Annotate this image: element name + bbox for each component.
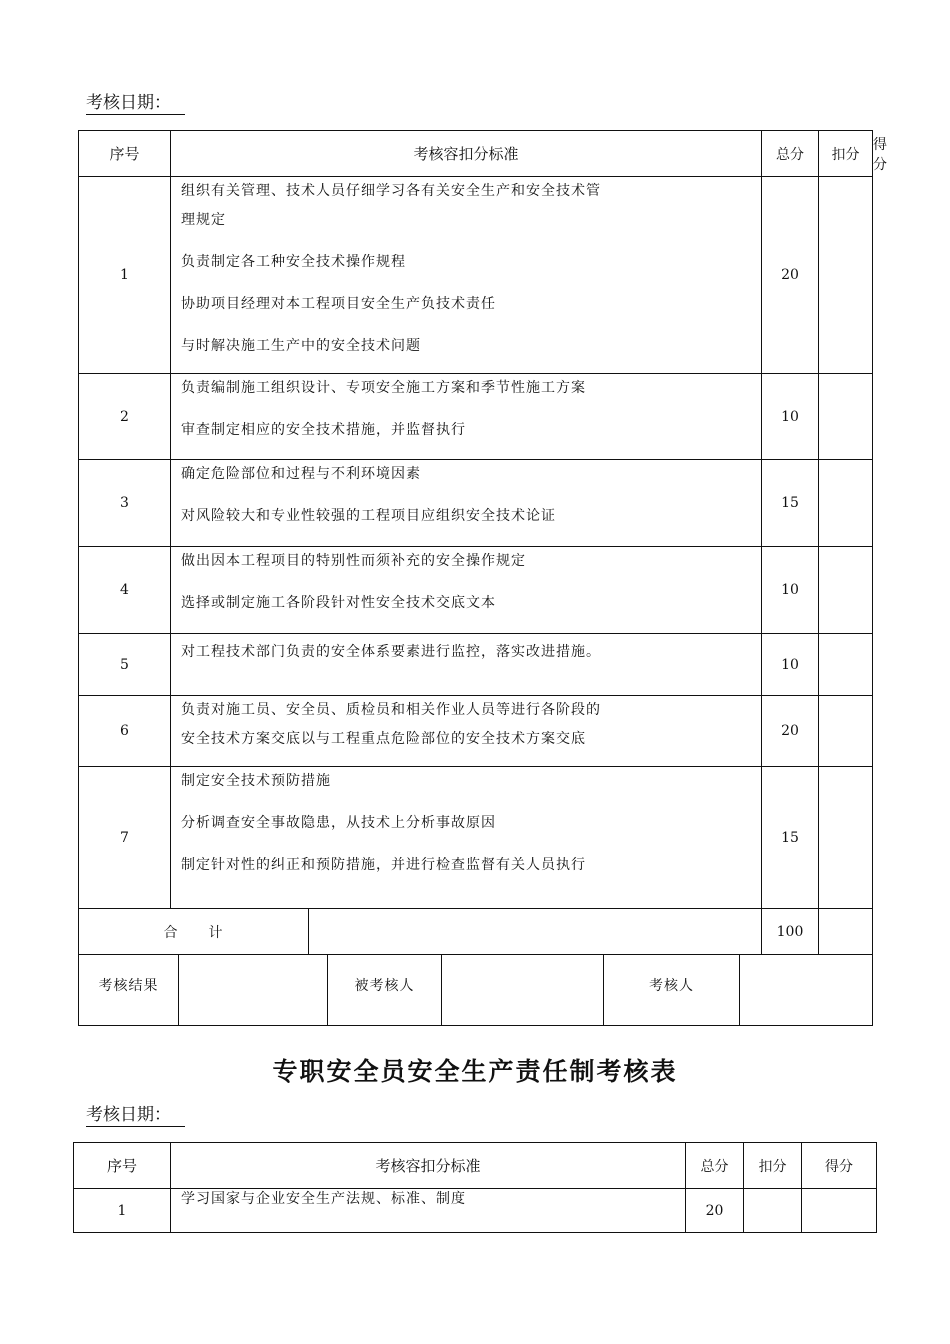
- header-deduct: 扣分: [744, 1143, 802, 1189]
- criteria-line: 负责制定各工种安全技术操作规程: [181, 254, 406, 270]
- row-criteria: [171, 374, 762, 460]
- row-seq: 4: [79, 547, 171, 634]
- examinee-field[interactable]: [442, 955, 604, 1026]
- criteria-line: 学习国家与企业安全生产法规、标准、制度: [181, 1191, 466, 1207]
- row-total: 20: [762, 177, 819, 374]
- table-row: [79, 767, 873, 909]
- result-field[interactable]: [179, 955, 328, 1026]
- assessment-table-2: [73, 1142, 877, 1233]
- table-header-row: 序号 考核容扣分标准 总分 扣分 得分: [79, 131, 873, 177]
- assessment-table: [78, 130, 888, 955]
- criteria-line: 选择或制定施工各阶段针对性安全技术交底文本: [181, 595, 496, 611]
- assessment-date-label-2: 考核日期：: [86, 1104, 185, 1127]
- header-criteria: 考核容扣分标准: [171, 131, 762, 177]
- criteria-line: 制定针对性的纠正和预防措施，并进行检查监督有关人员执行: [181, 857, 586, 873]
- row-deduct-cell[interactable]: [819, 374, 873, 460]
- header-seq: 序号: [79, 131, 171, 177]
- table-row: [79, 547, 873, 634]
- row-seq: 6: [79, 696, 171, 767]
- row-deduct-cell[interactable]: [819, 177, 873, 374]
- header-total: 总分: [686, 1143, 744, 1189]
- row-total: 20: [686, 1189, 744, 1233]
- row-total: 10: [762, 374, 819, 460]
- row-criteria: [171, 177, 762, 374]
- sum-blank-cell[interactable]: [309, 909, 762, 955]
- criteria-line: 确定危险部位和过程与不利环境因素: [181, 466, 421, 482]
- row-total: 10: [762, 634, 819, 696]
- row-seq: 1: [79, 177, 171, 374]
- row-criteria: [171, 1189, 686, 1233]
- row-criteria: [171, 547, 762, 634]
- criteria-line: 负责编制施工组织设计、专项安全施工方案和季节性施工方案: [181, 380, 586, 396]
- row-total: 15: [762, 460, 819, 547]
- row-deduct-cell[interactable]: [819, 767, 873, 909]
- row-deduct-cell[interactable]: [819, 696, 873, 767]
- row-deduct-cell[interactable]: [744, 1189, 802, 1233]
- table-row: [79, 634, 873, 696]
- row-seq: 5: [79, 634, 171, 696]
- criteria-line: 审查制定相应的安全技术措施，并监督执行: [181, 422, 466, 438]
- row-total: 15: [762, 767, 819, 909]
- signature-row: [79, 955, 873, 1026]
- criteria-line: 与时解决施工生产中的安全技术问题: [181, 338, 421, 354]
- assessment-date-label: 考核日期：: [86, 92, 185, 115]
- row-seq: 2: [79, 374, 171, 460]
- criteria-line: 安全技术方案交底以与工程重点危险部位的安全技术方案交底: [181, 731, 586, 747]
- sum-row: [79, 909, 873, 955]
- criteria-line: 理规定: [181, 212, 226, 228]
- table-header-row: [74, 1143, 877, 1189]
- header-total: 总分: [762, 131, 819, 177]
- examiner-field[interactable]: [740, 955, 873, 1026]
- table-row: [79, 374, 873, 460]
- criteria-line: 做出因本工程项目的特别性而须补充的安全操作规定: [181, 553, 526, 569]
- result-label: 考核结果: [79, 955, 179, 1026]
- criteria-line: 分析调查安全事故隐患，从技术上分析事故原因: [181, 815, 496, 831]
- criteria-line: 制定安全技术预防措施: [181, 773, 331, 789]
- row-seq: 1: [74, 1189, 171, 1233]
- header-criteria: 考核容扣分标准: [171, 1143, 686, 1189]
- criteria-line: 对风险较大和专业性较强的工程项目应组织安全技术论证: [181, 508, 556, 524]
- examinee-label: 被考核人: [328, 955, 442, 1026]
- table-row: [79, 460, 873, 547]
- header-seq: 序号: [74, 1143, 171, 1189]
- table-row: [79, 696, 873, 767]
- header-score: 得分: [802, 1143, 877, 1189]
- sum-total: 100: [762, 909, 819, 955]
- table-row: [74, 1189, 877, 1233]
- row-total: 20: [762, 696, 819, 767]
- sum-deduct-cell[interactable]: [819, 909, 873, 955]
- row-criteria: [171, 460, 762, 547]
- table-row: [79, 177, 873, 374]
- header-deduct: 扣分: [819, 131, 873, 177]
- row-total: 10: [762, 547, 819, 634]
- examiner-label: 考核人: [604, 955, 740, 1026]
- row-deduct-cell[interactable]: [819, 460, 873, 547]
- signature-table: [78, 954, 873, 1026]
- row-criteria: [171, 696, 762, 767]
- criteria-line: 对工程技术部门负责的安全体系要素进行监控，落实改进措施。: [181, 644, 601, 660]
- row-score-cell[interactable]: [802, 1189, 877, 1233]
- row-criteria: [171, 634, 762, 696]
- row-seq: 7: [79, 767, 171, 909]
- row-deduct-cell[interactable]: [819, 634, 873, 696]
- criteria-line: 组织有关管理、技术人员仔细学习各有关安全生产和安全技术管: [181, 183, 601, 199]
- criteria-line: 协助项目经理对本工程项目安全生产负技术责任: [181, 296, 496, 312]
- form-title: 专职安全员安全生产责任制考核表: [272, 1057, 678, 1086]
- sum-label: 合 计: [79, 909, 309, 955]
- row-deduct-cell[interactable]: [819, 547, 873, 634]
- row-criteria: [171, 767, 762, 909]
- criteria-line: 负责对施工员、安全员、质检员和相关作业人员等进行各阶段的: [181, 702, 601, 718]
- row-seq: 3: [79, 460, 171, 547]
